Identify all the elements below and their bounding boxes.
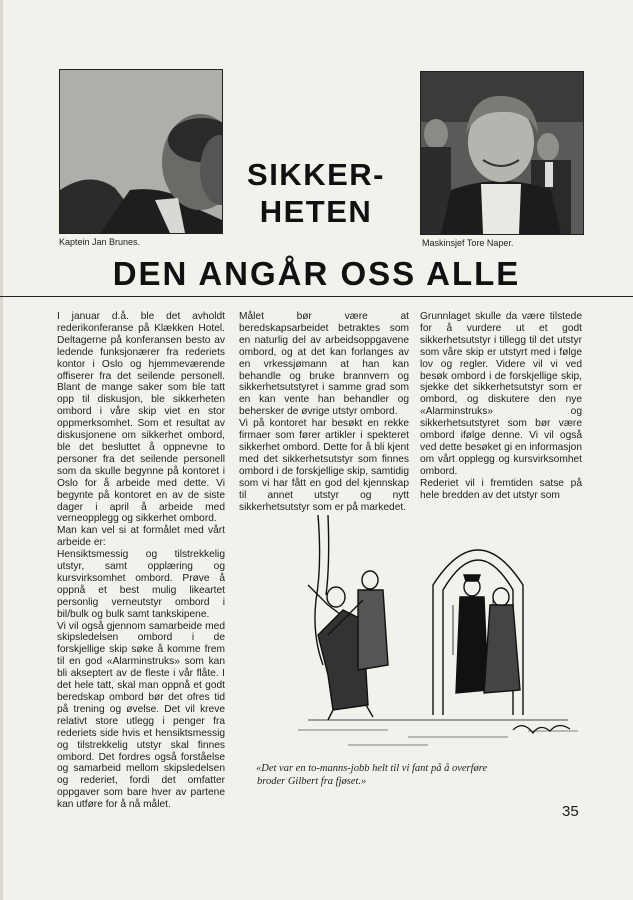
article-column-2 [239, 311, 409, 513]
paragraph: Grunnlaget skulle da være tilstede for å vurdere ut et godt sikkerhetsutstyr i tillegg til det utstyr som våre skip er utstyrt med i følge lov og regler. Videre vil vi ved besøk ombord i de forskjellige skip, sjekke det sikkerhetsutstyr som er ombord, og diskutere den nye «Alarminstruks» og sikkerhetsutstyret som bør være ombord ifølge denne. Vi vil også ved dette besøket gi en informasjon om vårt opplegg og kursvirksomhet ombord. [420, 311, 582, 477]
headline-line1: SIKKER- [247, 157, 385, 192]
photo-tore-naper [420, 71, 584, 235]
article-column-3 [420, 311, 582, 502]
photo-caption-left: Kaptein Jan Brunes. [59, 237, 141, 247]
cartoon-illustration [288, 505, 588, 755]
cartoon-caption-line2: broder Gilbert fra fjøset.» [257, 776, 367, 787]
paragraph: Hensiktsmessig og tilstrekkelig utstyr, samt opplæring og kursvirksomhet ombord. Prøve å oppnå et best mulig likeartet personlig verneutstyr ombord i bil/bulk og bulk samt tankskipene. [57, 549, 225, 620]
headline-line2: HETEN [259, 194, 373, 229]
cartoon-caption [256, 762, 568, 788]
paragraph: Vi vil også gjennom samarbeide med skipsledelsen ombord i de forskjellige skip søke å komme frem til en god «Alarminstruks» som kan bli akseptert av de fleste i vår flåte. I det hele tatt, skal man oppnå et godt beredskap ombord bør det ofres tid på trening og øvelse. Det vil kreve relativt store utlegg i penger fra rederiets side hvis et hensiktsmessig og tilstrekkelig utstyr skal finnes ombord. Det fordres også forståelse og samarbeid mellom skipsledelsen og rederiet, fordi det omfatter oppgaver som bare hver av partene kan utføre for å nå målet. [57, 620, 225, 811]
paragraph: Vi på kontoret har besøkt en rekke firmaer som fører artikler i spekteret sikkerhet ombord. Dette for å bli kjent med det sikkerhetsutstyr som finnes ombord i de forskjellige skip, samtidig som vi har fått en god del kjennskap til annet utstyr og nytt sikkerhetsutstyr som er på markedet. [239, 418, 409, 513]
horizontal-rule [0, 296, 633, 297]
photo-jan-brunes [59, 69, 223, 234]
paragraph: Man kan vel si at formålet med vårt arbeide er: [57, 525, 225, 549]
cartoon-caption-line1: «Det var en to-manns-jobb helt til vi fant på å overføre [256, 763, 488, 774]
paragraph: Målet bør være at beredskapsarbeidet betraktes som en naturlig del av arbeidsoppgavene ombord, og at det kan forlanges av en vrkessjømann at han kan behandle og bruke brannvern og sikkerhetsutstyret i samme grad som en kan vente han behandler og behersker de øvrige utstyr ombord. [239, 311, 409, 418]
paragraph: I januar d.å. ble det avholdt rederikonferanse på Klækken Hotel. Deltagerne på konferansen besto av ledende funksjonærer fra rederiets kontor i Oslo og hjemmeværende offiserer fra det seilende personell. Blant de mange saker som ble tatt opp til diskusjon, ble sikkerheten ombord i våre skip viet en stor oppmerksomhet. Som et resultat av diskusjonene om sikkerhet ombord, ble det besluttet å oppnevne to personer fra det seilende personell som da skulle begynne på kontoret i Oslo for å arbeide med dette. Vi begynte på kontoret en av de siste dager i april å arbeide med verneopplegg og sikkerhet ombord. [57, 311, 225, 525]
photo-caption-right: Maskinsjef Tore Naper. [422, 238, 514, 248]
page-number: 35 [562, 803, 579, 820]
page-edge [0, 0, 3, 900]
main-headline: DEN ANGÅR OSS ALLE [112, 255, 521, 292]
article-column-1 [57, 311, 225, 811]
paragraph: Rederiet vil i fremtiden satse på hele bredden av det utstyr som [420, 477, 582, 501]
